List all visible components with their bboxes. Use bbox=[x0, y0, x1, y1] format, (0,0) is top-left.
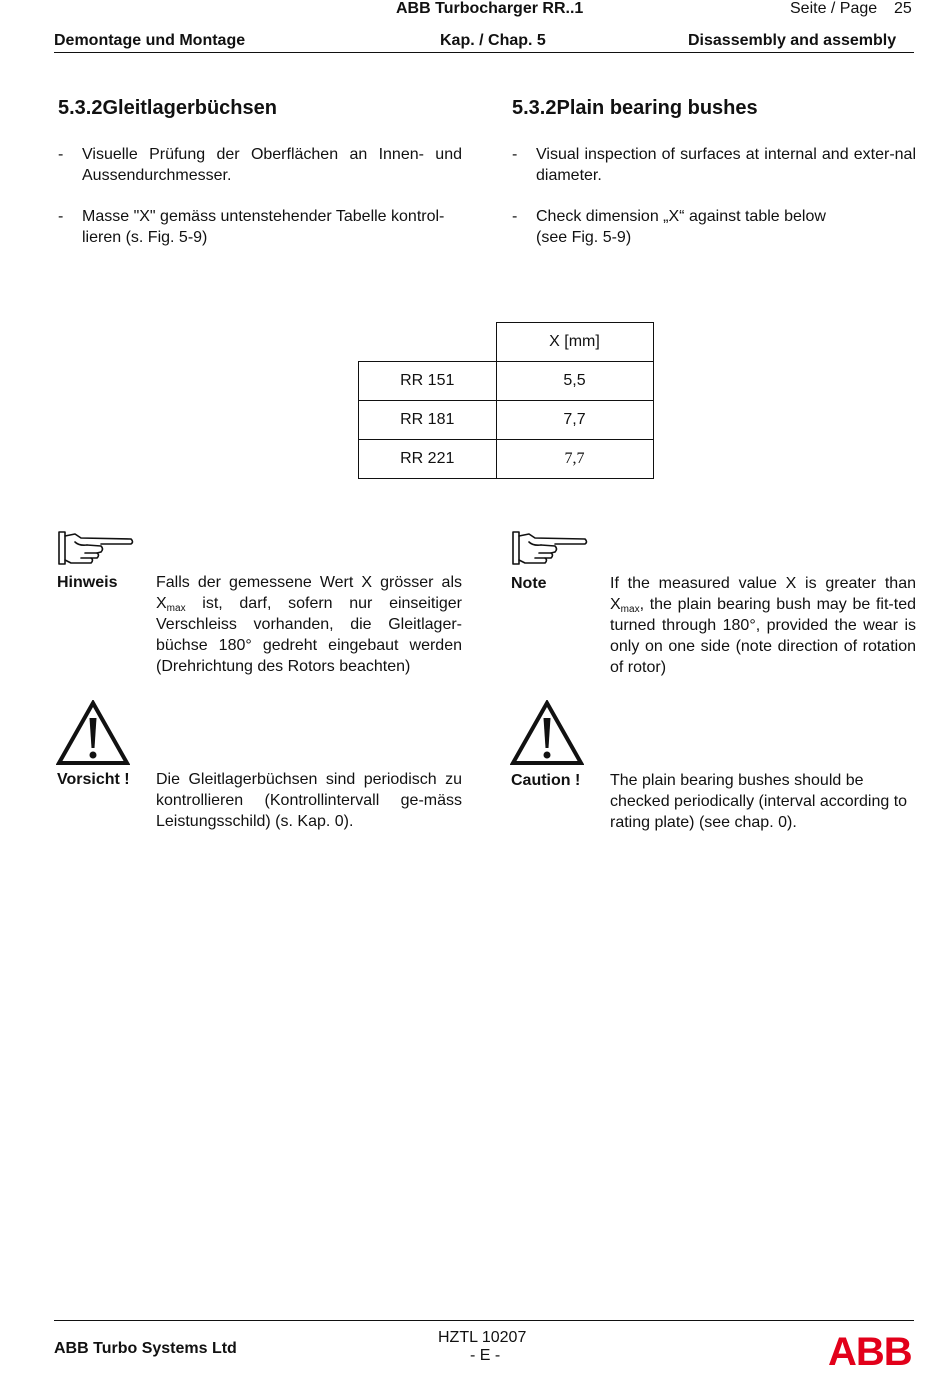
table-cell-model: RR 181 bbox=[359, 401, 497, 440]
page-number: 25 bbox=[894, 0, 912, 17]
note-text-de: Falls der gemessene Wert X grösser als $X_{max}$ ist, darf, sofern nur einseitiger Verschleiss vorhanden, die Gleitlager-büchse 180° gedreht eingebaut werden (Drehrichtung des Rotors beachten) bbox=[156, 574, 462, 675]
warning-triangle-icon bbox=[510, 700, 584, 766]
footer-rule bbox=[54, 1320, 914, 1321]
caution-label-de: Vorsicht ! bbox=[57, 771, 130, 788]
footer-language: - E - bbox=[470, 1347, 501, 1364]
pointing-hand-icon bbox=[511, 530, 589, 566]
table-header-x: X [mm] bbox=[496, 323, 653, 362]
table-cell-x: 7,7 bbox=[496, 401, 653, 440]
footer-doc-number: HZTL 10207 bbox=[438, 1329, 527, 1346]
footer-company: ABB Turbo Systems Ltd bbox=[54, 1340, 237, 1357]
table-row bbox=[359, 401, 654, 440]
abb-logo: ABB bbox=[828, 1332, 912, 1372]
section-title-de: Demontage und Montage bbox=[54, 32, 246, 49]
header-rule bbox=[54, 52, 914, 53]
section-title-en: Disassembly and assembly bbox=[688, 32, 897, 49]
bullet-en-2: Check dimension „X“ against table below (see Fig. 5-9) bbox=[536, 208, 826, 246]
table-header-row bbox=[359, 323, 654, 362]
warning-triangle-icon bbox=[56, 700, 130, 766]
caution-text-de: Die Gleitlagerbüchsen sind periodisch zu kontrollieren (Kontrollintervall ge-mäss Leistungsschild) (s. Kap. 0). bbox=[156, 771, 462, 830]
note-label-en: Note bbox=[511, 575, 547, 592]
table-row bbox=[359, 440, 654, 479]
pointing-hand-icon bbox=[57, 530, 135, 566]
bullet-dash: - bbox=[512, 208, 518, 225]
bullet-en-1: Visual inspection of surfaces at internal and exter-nal diameter. bbox=[536, 146, 916, 184]
bullet-dash: - bbox=[58, 208, 64, 225]
table-cell-model: RR 221 bbox=[359, 440, 497, 479]
dimension-table bbox=[358, 322, 654, 479]
heading-en: 5.3.2Plain bearing bushes bbox=[512, 97, 758, 119]
document-title: ABB Turbocharger RR..1 bbox=[396, 0, 584, 17]
caution-text-en: The plain bearing bushes should be checked periodically (interval according to rating plate) (see chap. 0). bbox=[610, 772, 908, 831]
chapter-label: Kap. / Chap. 5 bbox=[440, 32, 546, 49]
table-cell-model: RR 151 bbox=[359, 362, 497, 401]
heading-de: 5.3.2Gleitlagerbüchsen bbox=[58, 97, 277, 119]
table-corner-cell bbox=[359, 323, 497, 362]
caution-label-en: Caution ! bbox=[511, 772, 581, 789]
table-cell-x: 7,7 bbox=[496, 440, 653, 479]
table-cell-x: 5,5 bbox=[496, 362, 653, 401]
bullet-de-2: Masse "X" gemäss untenstehender Tabelle kontrol-lieren (s. Fig. 5-9) bbox=[82, 208, 445, 246]
table-row bbox=[359, 362, 654, 401]
note-text-en: If the measured value X is greater than $X_{max}$, the plain bearing bush may be fit-ted turned through 180°, provided the wear is only on one side (note direction of rotation of rotor) bbox=[610, 575, 916, 676]
page-label: Seite / Page bbox=[790, 0, 878, 17]
bullet-dash: - bbox=[512, 146, 518, 163]
bullet-dash: - bbox=[58, 146, 64, 163]
note-label-de: Hinweis bbox=[57, 574, 118, 591]
bullet-de-1: Visuelle Prüfung der Oberflächen an Innen- und Aussendurchmesser. bbox=[82, 146, 462, 184]
